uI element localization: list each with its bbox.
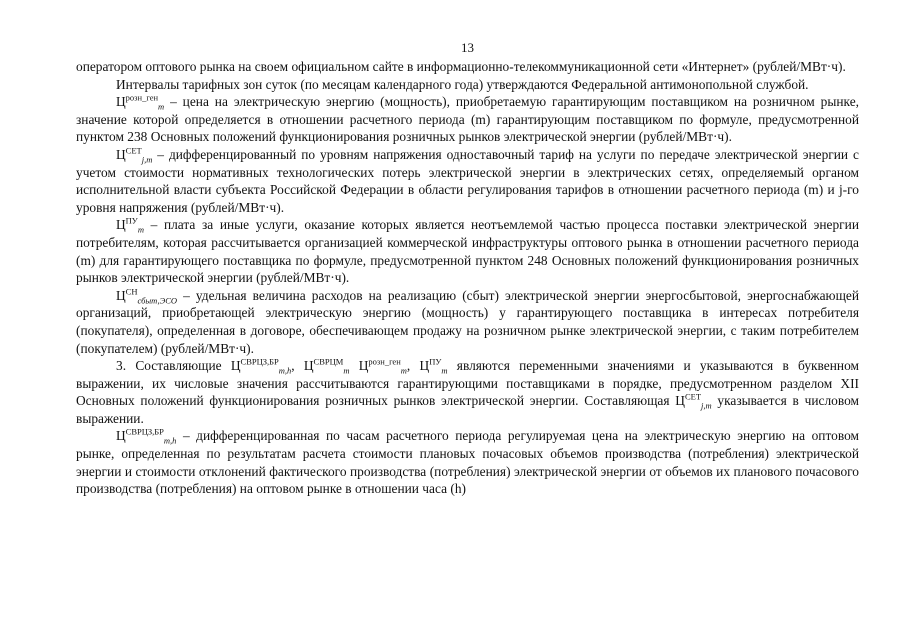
symbol-subscript: m,h [163,436,177,447]
text-run: , [291,358,304,374]
text-run: указывается в числовом выражении. [76,393,859,426]
symbol-base: Ц [303,358,314,374]
symbol-superscript: СН [125,286,138,297]
symbol-base: Ц [675,393,685,409]
symbol-superscript: розн_ген [125,92,159,103]
symbol-base: Ц [116,428,126,444]
text-run: – дифференцированный по уровням напряжения одноставочный тариф на услуги по передаче электрической энергии с учетом стоимости нормативных технологических потерь электрической энергии в электрических сетях, определяемый органом исполнительной власти субъекта Российской Федерации в области регулирования тарифов в отношении расчетного периода (m) и j-го уровня напряжения (рублей/МВт·ч). [76,146,859,215]
symbol-base: Ц [116,287,126,303]
text-run: – плата за иные услуги, оказание которых является неотъемлемой частью процесса поставки электрической энергии потребителям, которая рассчитывается организацией коммерческой инфраструктуры оптового рынка в отношении расчетного периода (m) для гарантирующего поставщика по формуле, предусмотренной пунктом 248 Основных положений функционирования розничных рынков электрической энергии (рублей/МВт·ч). [76,217,859,286]
symbol-subscript: m [400,365,407,376]
symbol-superscript: СВРЦМ [313,356,344,367]
formula-symbol [116,145,153,165]
symbol-base: Ц [116,217,126,233]
text-run: 3. Составляющие [116,358,231,374]
text-run: оператором оптового рынка на своем официальном сайте в информационно-телекоммуникационной сети «Интернет» (рублей/МВт·ч). [76,59,846,74]
symbol-base: Ц [116,94,126,110]
formula-symbol [116,215,144,236]
paragraph [76,76,859,94]
paragraph [76,146,859,216]
symbol-superscript: ПУ [429,356,442,367]
symbol-base: Ц [116,146,126,162]
symbol-superscript: СЕТ [125,145,142,156]
symbol-superscript: СВРЦЗ,БР [240,356,279,367]
formula-symbol [116,286,178,306]
page-number: 13 [461,40,474,55]
formula-symbol [230,356,292,376]
text-run: , [406,358,420,374]
symbol-subscript: j,m [701,400,712,411]
symbol-superscript: ПУ [125,215,138,226]
text-run: – цена на электрическую энергию (мощность), приобретаемую гарантирующим поставщиком на розничном рынке, значение которой определяется в отношении расчетного периода (m) гарантирующим поставщиком по формуле, предусмотренной пунктом 238 Основных положений функционирования розничных рынков электрической энергии (рублей/МВт·ч). [76,94,859,145]
formula-symbol [675,391,712,411]
symbol-subscript: m [441,365,448,376]
symbol-subscript: m,h [278,365,292,376]
paragraph [76,287,859,357]
paragraph [76,93,859,146]
paragraph [76,58,859,76]
symbol-base: Ц [230,358,241,374]
formula-symbol [303,356,350,376]
text-run: являются переменными значениями и указываются в буквенном выражении, их числовые значения рассчитываются гарантирующими поставщиками в порядке, предусмотренном разделом XII Основных положений функционирования розничных рынков электрической энергии. Составляющая [76,358,859,409]
symbol-base: Ц [358,358,369,374]
paragraph [76,357,859,427]
paragraph [76,427,859,497]
text-run: – удельная величина расходов на реализацию (сбыт) электрической энергии энергосбытовой, энергоснабжающей организаций, приобретающей электрическую энергию (мощность) у гарантирующего поставщика в интересах потребителя (покупателя), определенная в договоре, обеспечивающем продажу на розничном рынке электрической энергии, с таким потребителем (покупателем) (рублей/МВт·ч). [76,287,859,356]
document-body [76,58,859,498]
symbol-subscript: сбыт,ЭСО [137,295,178,306]
formula-symbol [419,356,448,376]
text-run [349,358,358,373]
paragraph [76,216,859,286]
text-run: Интервалы тарифных зон суток (по месяцам календарного года) утверждаются Федеральной антимонопольной службой. [116,76,809,92]
symbol-subscript: m [343,365,350,376]
formula-symbol [358,356,407,376]
symbol-base: Ц [419,358,430,374]
formula-symbol [116,92,165,112]
symbol-subscript: j,m [141,154,153,165]
symbol-superscript: розн_ген [368,356,401,367]
symbol-superscript: СЕТ [684,391,702,402]
formula-symbol [116,427,177,447]
symbol-superscript: СВРЦЗ,БР [125,427,164,437]
symbol-subscript: m [137,225,144,236]
symbol-subscript: m [158,101,165,112]
text-run: – дифференцированная по часам расчетного периода регулируемая цена на электрическую энергию на оптовом рынке, определенная по результатам расчета стоимости плановых почасовых объемов производства (потребления) электрической энергии и стоимости отклонений фактического производства (потребления) электрической энергии от объемов их планового почасового производства (потребления) на оптовом рынке в отношении часа (h) [76,428,859,497]
